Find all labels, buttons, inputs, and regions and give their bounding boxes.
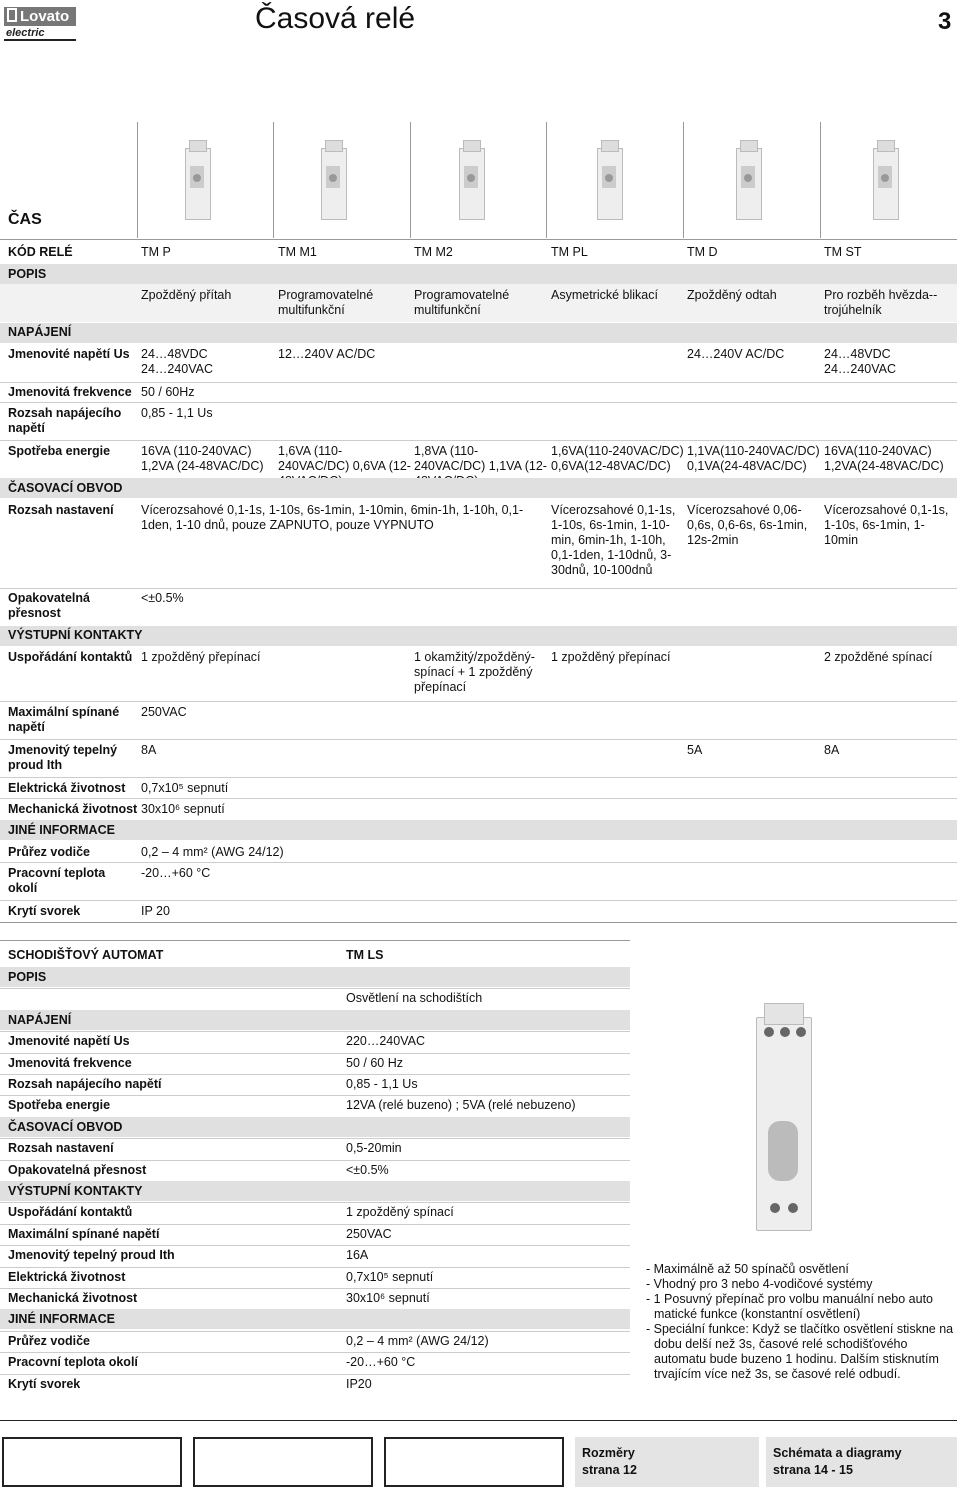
- model-tm-d: TM D: [687, 245, 718, 259]
- napajeni-label: NAPÁJENÍ: [8, 325, 72, 339]
- stair-row-label: NAPÁJENÍ: [8, 1012, 72, 1027]
- footer-box: [193, 1437, 373, 1487]
- rule: [0, 739, 957, 740]
- usporadani-st: 2 zpožděné spínací: [824, 650, 933, 664]
- teplota-value: -20…+60 °C: [141, 866, 211, 880]
- jm-napeti-m1-pl: 12…240V AC/DC: [278, 347, 376, 361]
- stair-row-label: Průřez vodiče: [8, 1333, 90, 1348]
- stair-row-label: Pracovní teplota okolí: [8, 1355, 138, 1370]
- desc-tm-d: Zpožděný odtah: [687, 288, 777, 302]
- stair-row-label: Rozsah nastavení: [8, 1141, 114, 1156]
- desc-tm-m2: Programovatelné multifunkční: [414, 288, 510, 317]
- feature-notes: [646, 1262, 958, 1382]
- mech-zivotnost-label: Mechanická životnost: [8, 802, 138, 816]
- spotreba-tm-d: 1,1VA(110-240VAC/DC) 0,1VA(24-48VAC/DC): [687, 444, 820, 473]
- stair-row-label: Elektrická životnost: [8, 1269, 126, 1284]
- rule: [0, 1053, 630, 1054]
- column-divider: [137, 122, 138, 238]
- kod-label: KÓD RELÉ: [8, 245, 73, 259]
- stair-row-label: ČASOVACÍ OBVOD: [8, 1119, 123, 1134]
- rule: [0, 1245, 630, 1246]
- rule: [0, 862, 957, 863]
- stair-row-label: Jmenovitá frekvence: [8, 1055, 132, 1070]
- rule: [0, 1031, 630, 1032]
- rule: [0, 1160, 630, 1161]
- page-number: 3: [938, 8, 952, 35]
- stair-row-value: 250VAC: [346, 1226, 392, 1241]
- brand-bottom: electric: [6, 27, 45, 39]
- rule: [0, 777, 957, 778]
- section-bar: [0, 967, 630, 987]
- teplota-label: Pracovní teplota okolí: [8, 866, 106, 895]
- rule: [0, 900, 957, 901]
- prurez-value: 0,2 – 4 mm² (AWG 24/12): [141, 845, 284, 859]
- schem-label[interactable]: Schémata a diagramy: [773, 1446, 902, 1460]
- relay-image-tm-p: [182, 140, 212, 222]
- footer-box: [384, 1437, 564, 1487]
- usporadani-pl-d: 1 zpožděný přepínací: [551, 650, 671, 664]
- stair-row-value: IP20: [346, 1376, 372, 1391]
- rule: [0, 402, 957, 403]
- casovaci-label: ČASOVACÍ OBVOD: [8, 481, 123, 495]
- stair-row-label: Jmenovitý tepelný proud Ith: [8, 1248, 175, 1263]
- spotreba-tm-p: 16VA (110-240VAC) 1,2VA (24-48VAC/DC): [141, 444, 264, 473]
- stair-row-label: POPIS: [8, 970, 47, 984]
- max-napeti-value: 250VAC: [141, 705, 187, 719]
- stair-row-label: Mechanická životnost: [8, 1291, 138, 1305]
- spotreba-tm-m2: 1,8VA (110-240VAC/DC) 1,1VA (12-: [414, 444, 547, 473]
- rule: [0, 701, 957, 702]
- relay-image-tm-d: [733, 140, 763, 222]
- section-bar: [0, 264, 957, 284]
- relay-image-tm-m2: [456, 140, 486, 222]
- column-divider: [683, 122, 684, 238]
- note-item: - Speciální funkce: Když se tlačítko osvětlení stiskne na dobu delší než 3s, časové relé schodišťového automatu bude buzeno 1 hodinu. Dalším stisknutím trvajícím více než 3s, se časové relé odbudí.: [646, 1322, 954, 1381]
- stair-row-label: Maximální spínané napětí: [8, 1226, 160, 1241]
- logo-square-icon: [7, 8, 17, 22]
- usporadani-m2: 1 okamžitý/zpožděný-spínací + 1 zpožděný přepínací: [414, 650, 535, 694]
- rule: [0, 1224, 630, 1225]
- rule: [0, 382, 957, 383]
- spotreba-tm-pl: 1,6VA(110-240VAC/DC) 0,6VA(12-48VAC/DC): [551, 444, 684, 473]
- rule: [0, 922, 957, 923]
- vystupni-label: VÝSTUPNÍ KONTAKTY: [8, 628, 143, 642]
- rule: [0, 798, 957, 799]
- stair-row-value: 220…240VAC: [346, 1034, 425, 1049]
- model-tm-m1: TM M1: [278, 245, 317, 259]
- note-item: - Maximálně až 50 spínačů osvětlení: [646, 1262, 849, 1276]
- column-divider: [410, 122, 411, 238]
- rozsah-nast-tm-pl: Vícerozsahové 0,1-1s, 1-10s, 6s-1min, 1-10-min, 6min-1h, 1-10h, 0,1-1den, 1-10dnů, 3-30dnů, 10-100dnů: [551, 503, 676, 577]
- stair-row-label: Uspořádání kontaktů: [8, 1205, 133, 1220]
- column-divider: [546, 122, 547, 238]
- mech-zivotnost-value: 30x10⁶ sepnutí: [141, 802, 225, 816]
- footer-box: [2, 1437, 182, 1487]
- stair-row-value: -20…+60 °C: [346, 1355, 416, 1370]
- kryti-value: IP 20: [141, 904, 170, 918]
- stair-row-label: Krytí svorek: [8, 1376, 81, 1391]
- tep-proud-d: 5A: [687, 743, 703, 757]
- spotreba-label: Spotřeba energie: [8, 444, 111, 458]
- logo-underline: [4, 39, 76, 41]
- rozsah-nast-label: Rozsah nastavení: [8, 503, 114, 517]
- desc-tm-p: Zpožděný přítah: [141, 288, 232, 302]
- desc-tm-pl: Asymetrické blikací: [551, 288, 658, 302]
- rule: [0, 440, 957, 441]
- stair-model: TM LS: [346, 948, 384, 962]
- jm-napeti-tm-st: 24…48VDC 24…240VAC: [824, 347, 897, 376]
- model-tm-p: TM P: [141, 245, 171, 259]
- stair-row-value: 0,2 – 4 mm² (AWG 24/12): [346, 1333, 489, 1348]
- rozsah-nap-label: Rozsah napájecího napětí: [8, 406, 122, 435]
- spotreba-tm-m1: 1,6VA (110-240VAC/DC) 0,6VA (12-: [278, 444, 411, 473]
- section-bar: [0, 323, 957, 343]
- model-tm-st: TM ST: [824, 245, 862, 259]
- rule: [0, 1202, 630, 1203]
- rule: [0, 1352, 630, 1353]
- kryti-label: Krytí svorek: [8, 904, 81, 918]
- note-item: - 1 Posuvný přepínač pro volbu manuální nebo auto matické funkce (konstantní osvětlení): [646, 1292, 933, 1321]
- rozsah-nast-tm-d: Vícerozsahové 0,06-0,6s, 0,6-6s, 6s-1min, 12s-2min: [687, 503, 808, 547]
- jm-napeti-tm-p: 24…48VDC 24…240VAC: [141, 347, 214, 376]
- schem-page[interactable]: strana 14 - 15: [773, 1463, 853, 1477]
- jm-napeti-tm-d: 24…240V AC/DC: [687, 347, 785, 361]
- stair-row-label: Spotřeba energie: [8, 1098, 111, 1113]
- rule: [0, 940, 630, 941]
- section-bar: [0, 820, 957, 840]
- usporadani-p-m1: 1 zpožděný přepínací: [141, 650, 261, 664]
- relay-image-tm-pl: [594, 140, 624, 222]
- section-bar: [0, 1010, 630, 1030]
- rule: [0, 1331, 630, 1332]
- rule: [0, 1374, 630, 1375]
- rule: [0, 1095, 630, 1096]
- relay-image-tm-m1: [318, 140, 348, 222]
- stair-row-value: 0,85 - 1,1 Us: [346, 1077, 418, 1091]
- brand-top: Lovato: [20, 8, 70, 25]
- dims-label[interactable]: Rozměry: [582, 1446, 635, 1460]
- rozsah-nap-value: 0,85 - 1,1 Us: [141, 406, 213, 420]
- presnost-value: <±0.5%: [141, 591, 184, 605]
- usporadani-label: Uspořádání kontaktů: [8, 650, 133, 664]
- max-napeti-label: Maximální spínané napětí: [8, 705, 120, 734]
- desc-tm-m1: Programovatelné multifunkční: [278, 288, 374, 317]
- relay-image-tm-ls: [750, 1003, 816, 1233]
- spotreba-tm-st: 16VA(110-240VAC) 1,2VA(24-48VAC/DC): [824, 444, 944, 473]
- desc-tm-st: Pro rozběh hvězda--trojúhelník: [824, 288, 938, 317]
- stair-row-value: 30x10⁶ sepnutí: [346, 1291, 430, 1305]
- tep-proud-st: 8A: [824, 743, 840, 757]
- popis-label: POPIS: [8, 267, 47, 281]
- relay-image-tm-st: [870, 140, 900, 222]
- stair-row-value: <±0.5%: [346, 1162, 389, 1177]
- rule: [0, 988, 630, 989]
- section-bar: [0, 626, 957, 646]
- stair-row-label: Rozsah napájecího napětí: [8, 1077, 162, 1091]
- rule: [0, 239, 957, 240]
- stair-row-value: 16A: [346, 1248, 369, 1263]
- section-title: ČAS: [8, 211, 42, 228]
- rule: [0, 1138, 630, 1139]
- lovato-logo: [4, 7, 76, 41]
- stair-row-label: JINÉ INFORMACE: [8, 1312, 115, 1327]
- stair-row-value: 50 / 60 Hz: [346, 1055, 403, 1070]
- stair-row-value: Osvětlení na schodištích: [346, 991, 483, 1006]
- rozsah-nast-p-m2: Vícerozsahové 0,1-1s, 1-10s, 6s-1min, 1-10min, 6min-1h, 1-10h, 0,1-1den, 1-10 dnů, pouze ZAPNUTO, pouze VYPNUTO: [141, 503, 524, 532]
- rule: [0, 1288, 630, 1289]
- stair-row-label: Jmenovité napětí Us: [8, 1034, 130, 1049]
- rule: [0, 588, 957, 589]
- stair-row-value: 1 zpožděný spínací: [346, 1205, 454, 1220]
- el-zivotnost-label: Elektrická životnost: [8, 781, 126, 795]
- stair-row-label: Opakovatelná přesnost: [8, 1162, 147, 1177]
- note-item: - Vhodný pro 3 nebo 4-vodičové systémy: [646, 1277, 873, 1291]
- prurez-label: Průřez vodiče: [8, 845, 90, 859]
- jine-label: JINÉ INFORMACE: [8, 823, 115, 837]
- frekvence-value: 50 / 60Hz: [141, 385, 195, 399]
- tep-proud-label: Jmenovitý tepelný proud Ith: [8, 743, 118, 772]
- jm-napeti-label: Jmenovité napětí Us: [8, 347, 130, 361]
- column-divider: [273, 122, 274, 238]
- model-tm-m2: TM M2: [414, 245, 453, 259]
- stair-row-value: 12VA (relé buzeno) ; 5VA (relé nebuzeno): [346, 1098, 576, 1113]
- rule: [0, 1420, 957, 1421]
- stair-title: SCHODIŠŤOVÝ AUTOMAT: [8, 948, 164, 962]
- rozsah-nast-tm-st: Vícerozsahové 0,1-1s, 1-10s, 6s-1min, 1-10min: [824, 503, 949, 547]
- stair-row-value: 0,5-20min: [346, 1141, 402, 1156]
- model-tm-pl: TM PL: [551, 245, 588, 259]
- rule: [0, 1267, 630, 1268]
- column-divider: [820, 122, 821, 238]
- frekvence-label: Jmenovitá frekvence: [8, 385, 132, 399]
- el-zivotnost-value: 0,7x10⁵ sepnutí: [141, 781, 229, 795]
- page-title: Časová relé: [255, 2, 416, 35]
- presnost-label: Opakovatelná přesnost: [8, 591, 90, 620]
- dims-page[interactable]: strana 12: [582, 1463, 637, 1477]
- tep-proud-p-pl: 8A: [141, 743, 157, 757]
- stair-row-value: 0,7x10⁵ sepnutí: [346, 1269, 434, 1284]
- stair-row-label: VÝSTUPNÍ KONTAKTY: [8, 1184, 143, 1198]
- rule: [0, 1074, 630, 1075]
- section-bar: [0, 478, 957, 498]
